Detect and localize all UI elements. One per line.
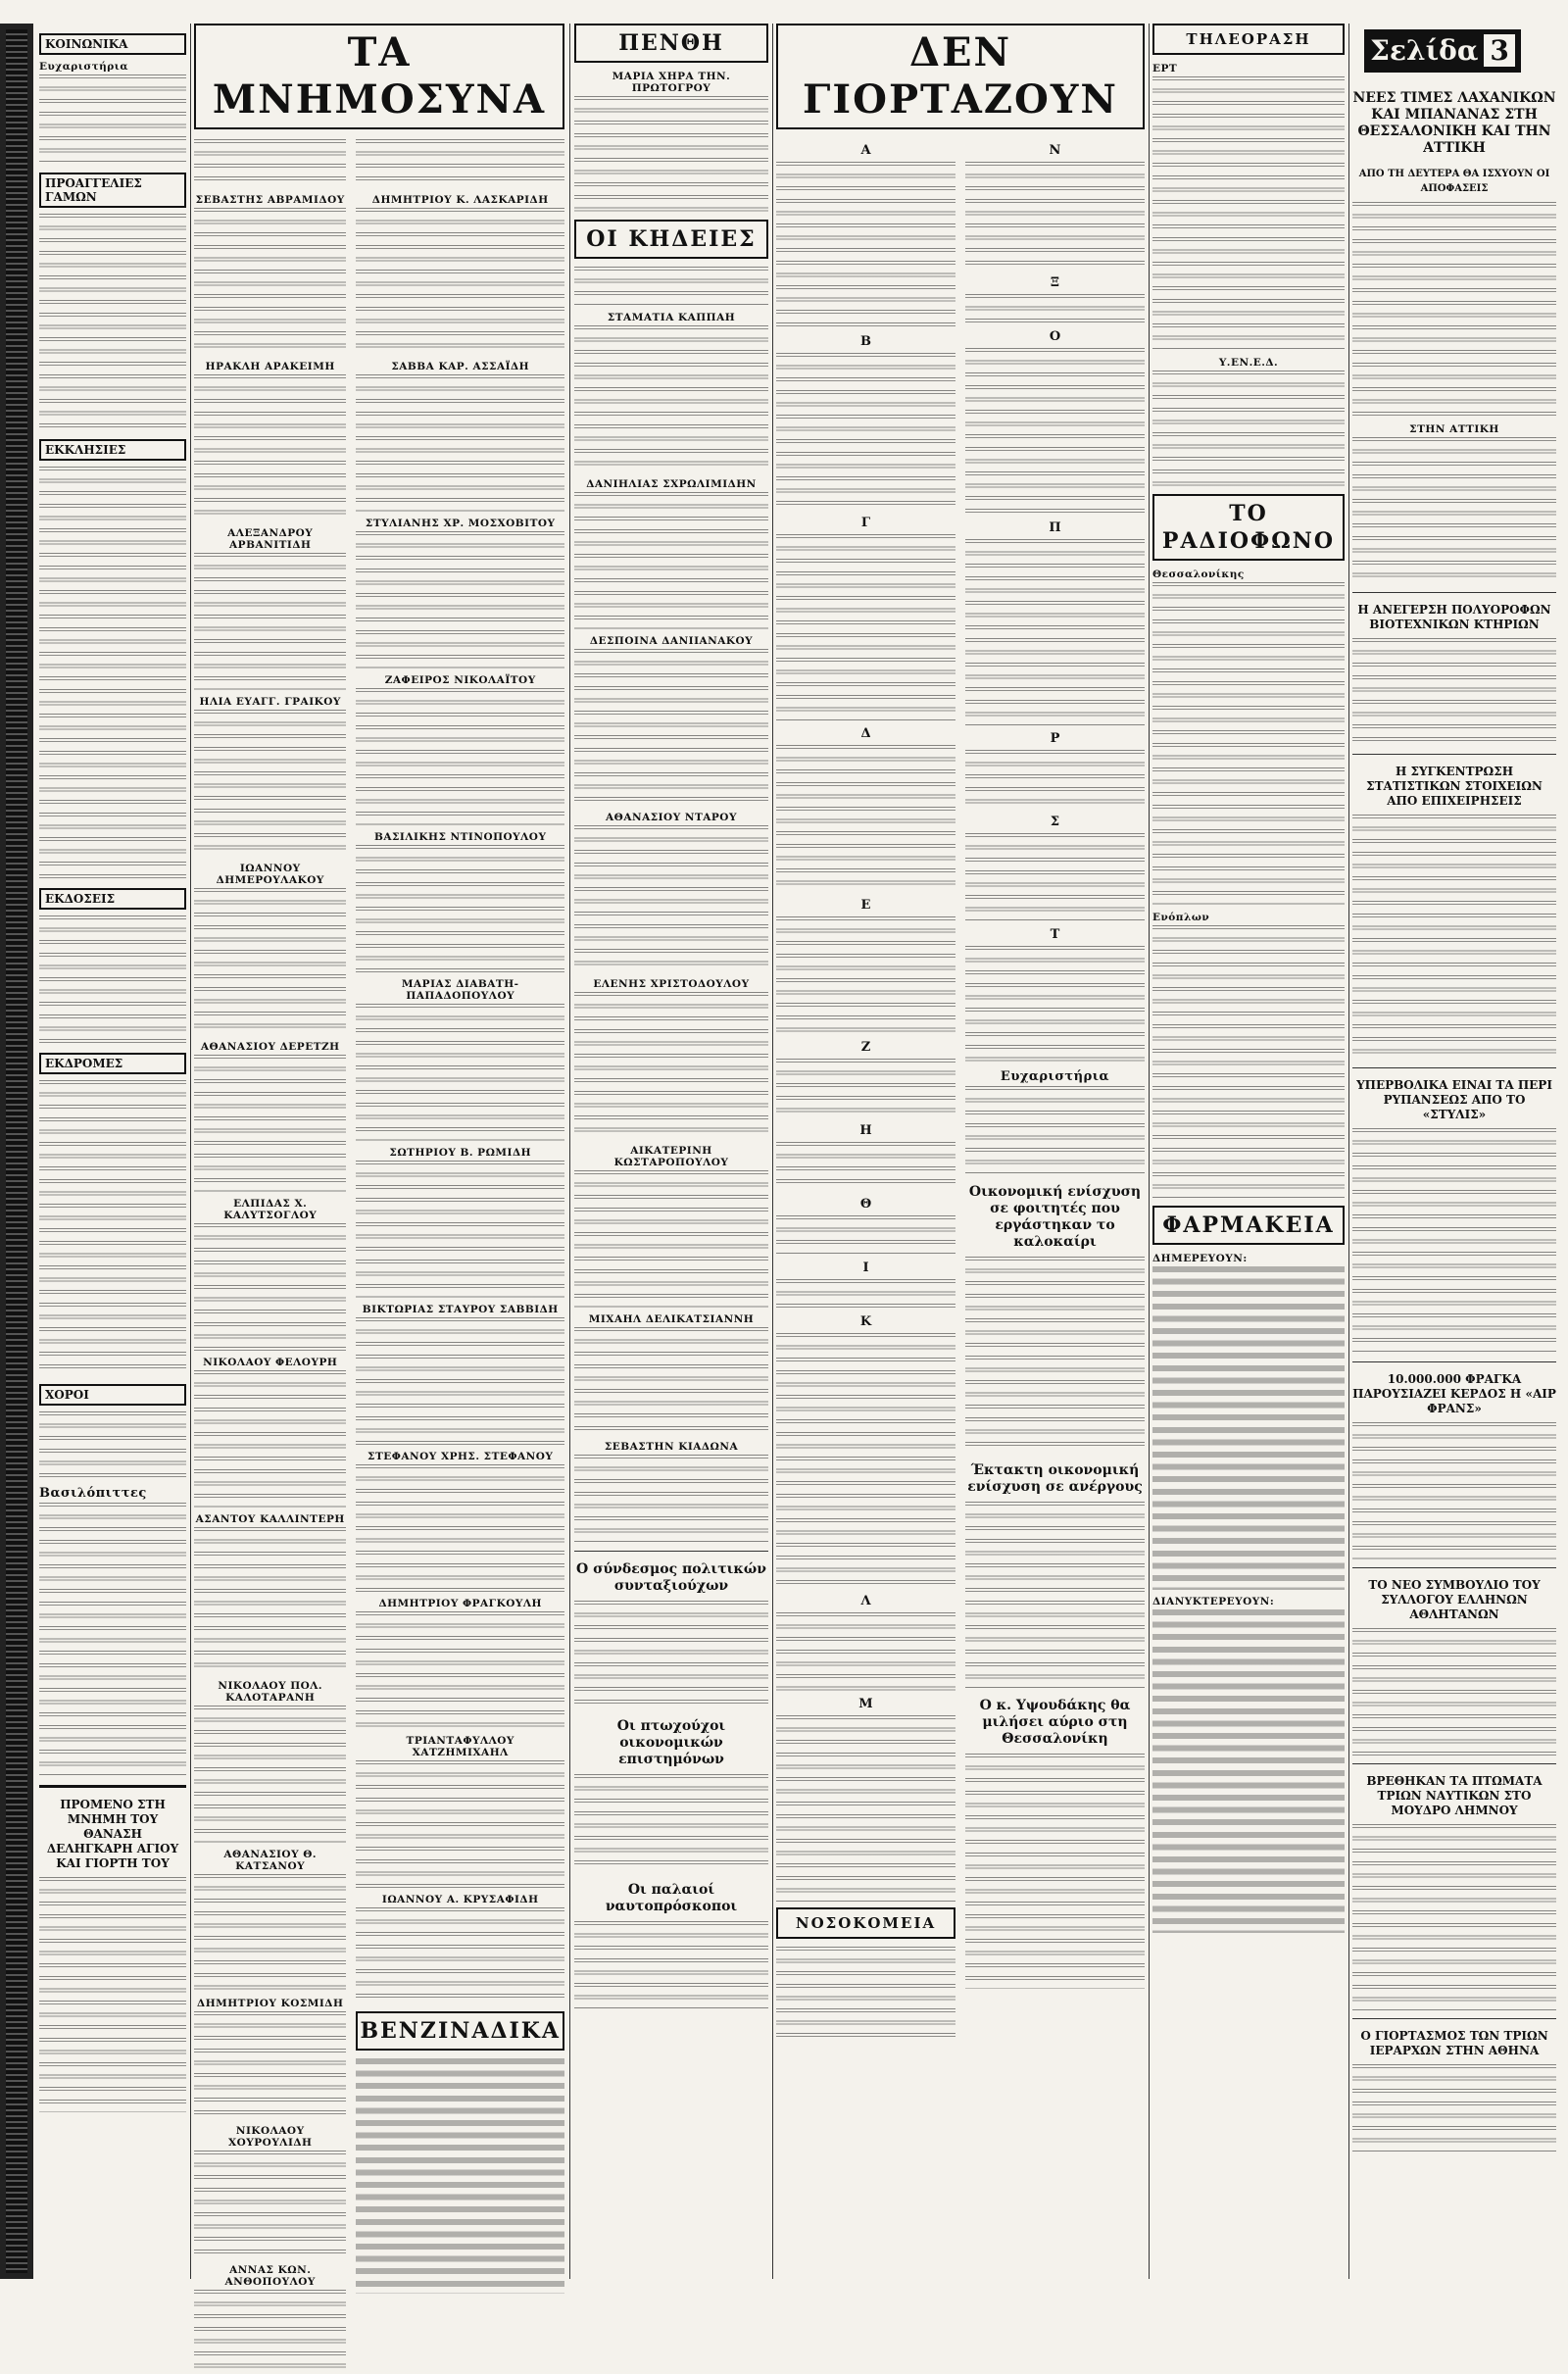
- giortazoun-left: [776, 137, 956, 2051]
- text-block: [356, 374, 564, 512]
- text-block: [574, 492, 768, 629]
- text-block: [574, 96, 768, 214]
- name-heading: ΝΙΚΟΛΑΟΥ ΠΟΛ. ΚΑΛΟΤΑΡΑΝΗ: [218, 1680, 323, 1704]
- text-block: [356, 1317, 564, 1445]
- section-ekdromes: ΕΚΔΡΟΜΕΣ: [39, 1053, 186, 1074]
- name-heading: ΒΑΣΙΛΙΚΗΣ ΝΤΙΝΟΠΟΥΛΟΥ: [373, 831, 547, 843]
- text-block: [356, 1907, 564, 2005]
- headline-ptochoi: Οι πτωχούχοι οικονομικών επιστημόνων: [616, 1718, 726, 1767]
- subhead-thessaloniki: Θεσσαλονίκης: [1152, 569, 1245, 580]
- headline-lachanika: ΝΕΕΣ ΤΙΜΕΣ ΛΑΧΑΝΙΚΩΝ ΚΑΙ ΜΠΑΝΑΝΑΣ ΣΤΗ ΘΕΣΣΑΛΟΝΙΚΗ ΚΑΙ ΤΗΝ ΑΤΤΙΚΗ: [1352, 90, 1556, 156]
- text-block: [574, 1601, 768, 1708]
- name-heading: ΖΑΦΕΙΡΟΣ ΝΙΚΟΛΑΪΤΟΥ: [384, 674, 536, 686]
- letter-heading: Ρ: [1050, 731, 1060, 746]
- title-penthi: ΠΕΝΘΗ: [574, 24, 768, 63]
- text-block: [39, 1503, 186, 1777]
- text-block: [39, 1411, 186, 1480]
- text-block: [574, 1170, 768, 1308]
- text-block: [776, 1215, 956, 1255]
- text-block: [1352, 202, 1556, 418]
- subheadline-lachanika: ΑΠΟ ΤΗ ΔΕΥΤΕΡΑ ΘΑ ΙΣΧΥΟΥΝ ΟΙ ΑΠΟΦΑΣΕΙΣ: [1358, 169, 1550, 194]
- column-mnimosyna: [194, 24, 564, 2288]
- headline-ektakti: Έκτακτη οικονομική ενίσχυση σε ανέργους: [967, 1462, 1143, 1495]
- subhead-dimereuoun: ΔΗΜΕΡΕΥΟΥΝ:: [1152, 1253, 1248, 1264]
- title-farmakeia: ΦΑΡΜΑΚΕΙΑ: [1152, 1206, 1345, 1245]
- text-block: [194, 1055, 346, 1192]
- text-block: [194, 1706, 346, 1843]
- text-block: [776, 916, 956, 1034]
- letter-heading: Κ: [859, 1314, 872, 1329]
- section-koinonika: ΚΟΙΝΩΝΙΚΑ: [39, 33, 186, 55]
- column-rule: [772, 24, 773, 2279]
- name-heading: ΕΛΕΝΗΣ ΧΡΙΣΤΟΔΟΥΛΟΥ: [593, 978, 750, 990]
- title-den-giortazoun: ΔΕΝ ΓΙΟΡΤΑΖΟΥΝ: [776, 24, 1145, 129]
- subhead-eucharistiria: Ευχαριστήρια: [1000, 1069, 1110, 1084]
- letter-heading: Τ: [1050, 927, 1060, 942]
- text-block: [965, 1086, 1145, 1174]
- divider: [1352, 1361, 1556, 1362]
- column-social: [39, 24, 186, 2279]
- section-ekdoseis: ΕΚΔΟΣΕΙΣ: [39, 888, 186, 910]
- text-block: [965, 833, 1145, 921]
- name-heading: ΔΗΜΗΤΡΙΟΥ Κ. ΛΑΣΚΑΡΙΔΗ: [371, 194, 549, 206]
- binding-edge: [6, 29, 27, 2273]
- text-block: [776, 1279, 956, 1309]
- letter-heading: Γ: [860, 516, 871, 530]
- section-xoroi: ΧΟΡΟΙ: [39, 1384, 186, 1406]
- column-rule: [1348, 24, 1349, 2279]
- gas-station-list: [356, 2058, 564, 2294]
- page-number-tag: [1364, 29, 1521, 73]
- text-block: [39, 214, 186, 429]
- text-block: [194, 710, 346, 857]
- name-heading: ΜΑΡΙΑ ΧΗΡΑ ΤΗΝ. ΠΡΩΤΟΓΡΟΥ: [612, 71, 731, 94]
- text-block: [1352, 1422, 1556, 1559]
- name-heading: ΑΛΕΞΑΝΔΡΟΥ ΑΡΒΑΝΙΤΙΔΗ: [227, 527, 314, 551]
- mnimosyna-left: [194, 137, 346, 2374]
- text-block: [194, 374, 346, 521]
- text-block: [194, 2011, 346, 2119]
- text-block: [776, 745, 956, 892]
- text-block: [965, 348, 1145, 515]
- text-block: [965, 1754, 1145, 1989]
- name-heading: ΣΕΒΑΣΤΗΝ ΚΙΑΔΩΝΑ: [604, 1441, 739, 1453]
- text-block: [574, 267, 768, 306]
- tv-listing: [1152, 76, 1345, 351]
- divider: [1352, 754, 1556, 755]
- name-heading: ΜΙΧΑΗΛ ΔΕΛΙΚΑΤΣΙΑΝΝΗ: [588, 1313, 755, 1325]
- headline-syndesmos: Ο σύνδεσμος πολιτικών συνταξιούχων: [576, 1561, 766, 1594]
- column-rule: [190, 24, 191, 2279]
- text-block: [776, 1715, 956, 1902]
- text-block: [356, 1760, 564, 1888]
- text-block: [194, 139, 346, 188]
- name-heading: ΑΘΑΝΑΣΙΟΥ ΔΕΡΕΤΖΗ: [200, 1041, 340, 1053]
- text-block: [194, 888, 346, 1035]
- text-block: [776, 1947, 956, 2045]
- text-block: [965, 162, 1145, 270]
- name-heading: ΣΤΑΜΑΤΙΑ ΚΑΠΠΑΗ: [607, 312, 736, 323]
- letter-heading: Ι: [862, 1261, 869, 1275]
- name-heading: ΣΩΤΗΡΙΟΥ Β. ΡΩΜΙΔΗ: [389, 1147, 532, 1159]
- name-heading: ΤΡΙΑΝΤΑΦΥΛΛΟΥ ΧΑΤΖΗΜΙΧΑΗΛ: [406, 1735, 514, 1758]
- column-rule: [569, 24, 570, 2279]
- text-block: [574, 825, 768, 972]
- name-heading: ΑΝΝΑΣ ΚΩΝ. ΑΝΘΟΠΟΥΛΟΥ: [224, 2264, 316, 2288]
- text-block: [39, 915, 186, 1043]
- text-block: [356, 1161, 564, 1298]
- name-heading: ΙΩΑΝΝΟΥ Α. ΚΡΥΣΑΦΙΔΗ: [381, 1894, 539, 1905]
- letter-heading: Ο: [1049, 329, 1061, 344]
- name-heading: ΑΘΑΝΑΣΙΟΥ ΝΤΑΡΟΥ: [606, 812, 737, 823]
- column-tv-radio: [1152, 24, 1345, 2279]
- headline-yperbolika: ΥΠΕΡΒΟΛΙΚΑ ΕΙΝΑΙ ΤΑ ΠΕΡΙ ΡΥΠΑΝΣΕΩΣ ΑΠΟ ΤΟ «ΣΤΥΛΙΣ»: [1356, 1078, 1552, 1121]
- pharmacy-list: [1152, 1609, 1345, 1933]
- headline-mnimi: ΠΡΟΜΕΝΟ ΣΤΗ ΜΝΗΜΗ ΤΟΥ ΘΑΝΑΣΗ ΔΕΛΗΓΚΑΡΗ ΑΓΙΟΥ ΚΑΙ ΓΙΟΡΤΗ ΤΟΥ: [46, 1798, 179, 1870]
- name-heading: ΙΩΑΝΝΟΥ ΔΗΜΕΡΟΥΛΑΚΟΥ: [216, 863, 324, 886]
- text-block: [39, 467, 186, 878]
- mnimosyna-right: [356, 137, 564, 2374]
- letter-heading: Ε: [860, 898, 871, 913]
- text-block: [574, 992, 768, 1139]
- headline-ptomata: ΒΡΕΘΗΚΑΝ ΤΑ ΠΤΩΜΑΤΑ ΤΡΙΩΝ ΝΑΥΤΙΚΩΝ ΣΤΟ ΜΟΥΔΡΟ ΛΗΜΝΟΥ: [1366, 1774, 1543, 1817]
- text-block: [356, 208, 564, 355]
- text-block: [965, 1257, 1145, 1453]
- headline-symvoulio: ΤΟ ΝΕΟ ΣΥΜΒΟΥΛΙΟ ΤΟΥ ΣΥΛΛΟΓΟΥ ΕΛΛΗΝΩΝ ΑΘΛΗΤΑΝΩΝ: [1368, 1578, 1541, 1621]
- text-block: [776, 1142, 956, 1191]
- text-block: [194, 208, 346, 355]
- text-block: [1352, 2064, 1556, 2152]
- name-heading: ΣΤΥΛΙΑΝΗΣ ΧΡ. ΜΟΣΧΟΒΙΤΟΥ: [365, 518, 556, 529]
- letter-heading: Α: [860, 143, 871, 158]
- text-block: [965, 1502, 1145, 1688]
- giortazoun-body: [776, 137, 1145, 2051]
- tv-listing: [1152, 371, 1345, 488]
- text-block: [194, 2290, 346, 2368]
- name-heading: ΝΙΚΟΛΑΟΥ ΧΟΥΡΟΥΛΙΔΗ: [227, 2125, 313, 2149]
- name-heading: ΑΣΑΝΤΟΥ ΚΑΛΛΙΝΤΕΡΗ: [195, 1513, 345, 1525]
- headline-giortasmos: Ο ΓΙΟΡΤΑΣΜΟΣ ΤΩΝ ΤΡΙΩΝ ΙΕΡΑΡΧΩΝ ΣΤΗΝ ΑΘΗΝΑ: [1360, 2029, 1548, 2057]
- headline-fraga: 10.000.000 ΦΡΑΓΚΑ ΠΑΡΟΥΣΙΑΖΕΙ ΚΕΡΔΟΣ Η «ΑΙΡ ΦΡΑΝΣ»: [1352, 1372, 1556, 1415]
- text-block: [965, 750, 1145, 809]
- text-block: [194, 1223, 346, 1351]
- title-benzinadika: ΒΕΝΖΙΝΑΔΙΚΑ: [356, 2011, 564, 2051]
- title-nosokomeia: ΝΟΣΟΚΟΜΕΙΑ: [776, 1907, 956, 1939]
- text-block: [574, 325, 768, 472]
- text-block: [1352, 815, 1556, 1060]
- name-heading: ΕΛΠΙΔΑΣ Χ. ΚΑΛΥΤΣΟΓΛΟΥ: [223, 1198, 318, 1221]
- mnimosyna-body: [194, 137, 564, 2374]
- column-news: [1352, 24, 1556, 2279]
- section-ekklisies: ΕΚΚΛΗΣΙΕΣ: [39, 439, 186, 461]
- subhead-attiki: ΣΤΗΝ ΑΤΤΙΚΗ: [1409, 423, 1499, 435]
- name-heading: ΜΑΡΙΑΣ ΔΙΑΒΑΤΗ-ΠΑΠΑΔΟΠΟΥΛΟΥ: [401, 978, 519, 1002]
- name-heading: ΔΗΜΗΤΡΙΟΥ ΚΟΣΜΙΔΗ: [197, 1998, 344, 2009]
- text-block: [574, 649, 768, 806]
- name-heading: ΒΙΚΤΩΡΙΑΣ ΣΤΑΥΡΟΥ ΣΑΒΒΙΔΗ: [362, 1304, 559, 1315]
- letter-heading: Σ: [1050, 815, 1060, 829]
- text-block: [356, 845, 564, 972]
- letter-heading: Ζ: [860, 1040, 871, 1055]
- name-heading: ΔΕΣΠΟΙΝΑ ΔΑΝΙΙΑΝΑΚΟΥ: [589, 635, 754, 647]
- divider: [1352, 1567, 1556, 1568]
- text-block: [39, 1877, 186, 2112]
- text-block: [1352, 638, 1556, 746]
- column-den-giortazoun: [776, 24, 1145, 2279]
- name-heading: ΗΡΑΚΛΗ ΑΡΑΚΕΙΜΗ: [205, 361, 335, 372]
- letter-heading: Β: [860, 334, 871, 349]
- letter-heading: Π: [1049, 520, 1061, 535]
- name-heading: ΣΤΕΦΑΝΟΥ ΧΡΗΣ. ΣΤΕΦΑΝΟΥ: [368, 1451, 554, 1462]
- subhead-eucharistiria: Ευχαριστήρια: [39, 61, 128, 73]
- title-mnimosyna: ΤΑ ΜΝΗΜΟΣΥΝΑ: [194, 24, 564, 129]
- text-block: [356, 139, 564, 188]
- radio-listing: [1152, 925, 1345, 1200]
- divider: [574, 1551, 768, 1552]
- text-block: [574, 1455, 768, 1543]
- divider: [39, 1785, 186, 1788]
- headline-sygkentrosi: Η ΣΥΓΚΕΝΤΡΩΣΗ ΣΤΑΤΙΣΤΙΚΩΝ ΣΤΟΙΧΕΙΩΝ ΑΠΟ ΕΠΙΧΕΙΡΗΣΕΙΣ: [1366, 765, 1543, 808]
- text-block: [574, 1774, 768, 1872]
- text-block: [1352, 1824, 1556, 2010]
- title-radiofono: ΤΟ ΡΑΔΙΟΦΩΝΟ: [1152, 494, 1345, 561]
- divider: [1352, 592, 1556, 593]
- text-block: [776, 162, 956, 328]
- letter-heading: Λ: [860, 1594, 871, 1608]
- text-block: [356, 1464, 564, 1592]
- page-number: 3: [1484, 34, 1514, 67]
- text-block: [776, 1059, 956, 1117]
- text-block: [965, 294, 1145, 323]
- column-rule: [1149, 24, 1150, 2279]
- text-block: [194, 553, 346, 690]
- section-proaggelies: ΠΡΟΑΓΓΕΛΙΕΣ ΓΑΜΩΝ: [39, 173, 186, 208]
- letter-heading: Ν: [1049, 143, 1061, 158]
- headline-palaioi: Οι παλαιοί ναυτοπρόσκοποι: [605, 1882, 738, 1914]
- letter-heading: Δ: [860, 726, 871, 741]
- subhead-dianykterevoun: ΔΙΑΝΥΚΤΕΡΕΥΟΥΝ:: [1152, 1596, 1275, 1607]
- name-heading: ΔΗΜΗΤΡΙΟΥ ΦΡΑΓΚΟΥΛΗ: [378, 1598, 542, 1609]
- name-heading: ΔΑΝΙΗΛΙΑΣ ΣΧΡΩΛΙΜΙΔΗΝ: [586, 478, 757, 490]
- headline-yfantakis: Ο κ. Υψουδάκης θα μιλήσει αύριο στη Θεσσαλονίκη: [979, 1698, 1131, 1747]
- text-block: [39, 74, 186, 163]
- pharmacy-list: [1152, 1266, 1345, 1590]
- divider: [1352, 1763, 1556, 1764]
- letter-heading: Η: [859, 1123, 872, 1138]
- name-heading: ΣΕΒΑΣΤΗΣ ΑΒΡΑΜΙΔΟΥ: [195, 194, 345, 206]
- text-block: [1352, 1628, 1556, 1756]
- text-block: [194, 1874, 346, 1992]
- subhead-vasilopittes: Βασιλόπιττες: [39, 1486, 147, 1501]
- text-block: [194, 1370, 346, 1508]
- text-block: [965, 946, 1145, 1063]
- text-block: [356, 1004, 564, 1141]
- radio-listing: [1152, 582, 1345, 906]
- text-block: [776, 1333, 956, 1588]
- divider: [1352, 2018, 1556, 2019]
- name-heading: ΑΘΑΝΑΣΙΟΥ Θ. ΚΑΤΣΑΝΟΥ: [223, 1849, 318, 1872]
- text-block: [776, 353, 956, 510]
- subhead-yened: Υ.ΕΝ.Ε.Δ.: [1218, 357, 1279, 369]
- text-block: [776, 534, 956, 720]
- letter-heading: Μ: [858, 1697, 873, 1711]
- text-block: [356, 688, 564, 825]
- giortazoun-right: [965, 137, 1145, 2051]
- divider: [1352, 1067, 1556, 1068]
- text-block: [194, 2151, 346, 2258]
- headline-foitites: Οικονομική ενίσχυση σε φοιτητές που εργάστηκαν το καλοκαίρι: [968, 1184, 1142, 1250]
- letter-heading: Ξ: [1050, 275, 1060, 290]
- letter-heading: Θ: [859, 1197, 872, 1212]
- headline-anegersi: Η ΑΝΕΓΕΡΣΗ ΠΟΛΥΟΡΟΦΩΝ ΒΙΟΤΕΧΝΙΚΩΝ ΚΤΗΡΙΩΝ: [1357, 603, 1551, 631]
- column-penthi: [574, 24, 768, 2279]
- page-label: Σελίδα: [1370, 34, 1479, 67]
- name-heading: ΣΑΒΒΑ ΚΑΡ. ΑΣΣΑΪΔΗ: [391, 361, 530, 372]
- name-heading: ΑΙΚΑΤΕΡΙΝΗ ΚΩΣΤΑΡΟΠΟΥΛΟΥ: [613, 1145, 729, 1168]
- title-kideies: ΟΙ ΚΗΔΕΙΕΣ: [574, 220, 768, 259]
- text-block: [39, 1080, 186, 1374]
- subhead-ert: ΕΡΤ: [1152, 63, 1178, 74]
- title-tileorasi: ΤΗΛΕΟΡΑΣΗ: [1152, 24, 1345, 55]
- text-block: [1352, 437, 1556, 584]
- text-block: [1352, 1128, 1556, 1354]
- name-heading: ΝΙΚΟΛΑΟΥ ΦΕΛΟΥΡΗ: [203, 1357, 338, 1368]
- text-block: [194, 1527, 346, 1674]
- text-block: [776, 1612, 956, 1691]
- text-block: [965, 539, 1145, 725]
- text-block: [574, 1921, 768, 2009]
- name-heading: ΗΛΙΑ ΕΥΑΓΓ. ΓΡΑΙΚΟΥ: [199, 696, 341, 708]
- text-block: [574, 1327, 768, 1435]
- text-block: [356, 1611, 564, 1729]
- text-block: [356, 531, 564, 668]
- subhead-enoplon: Ενόπλων: [1152, 912, 1210, 923]
